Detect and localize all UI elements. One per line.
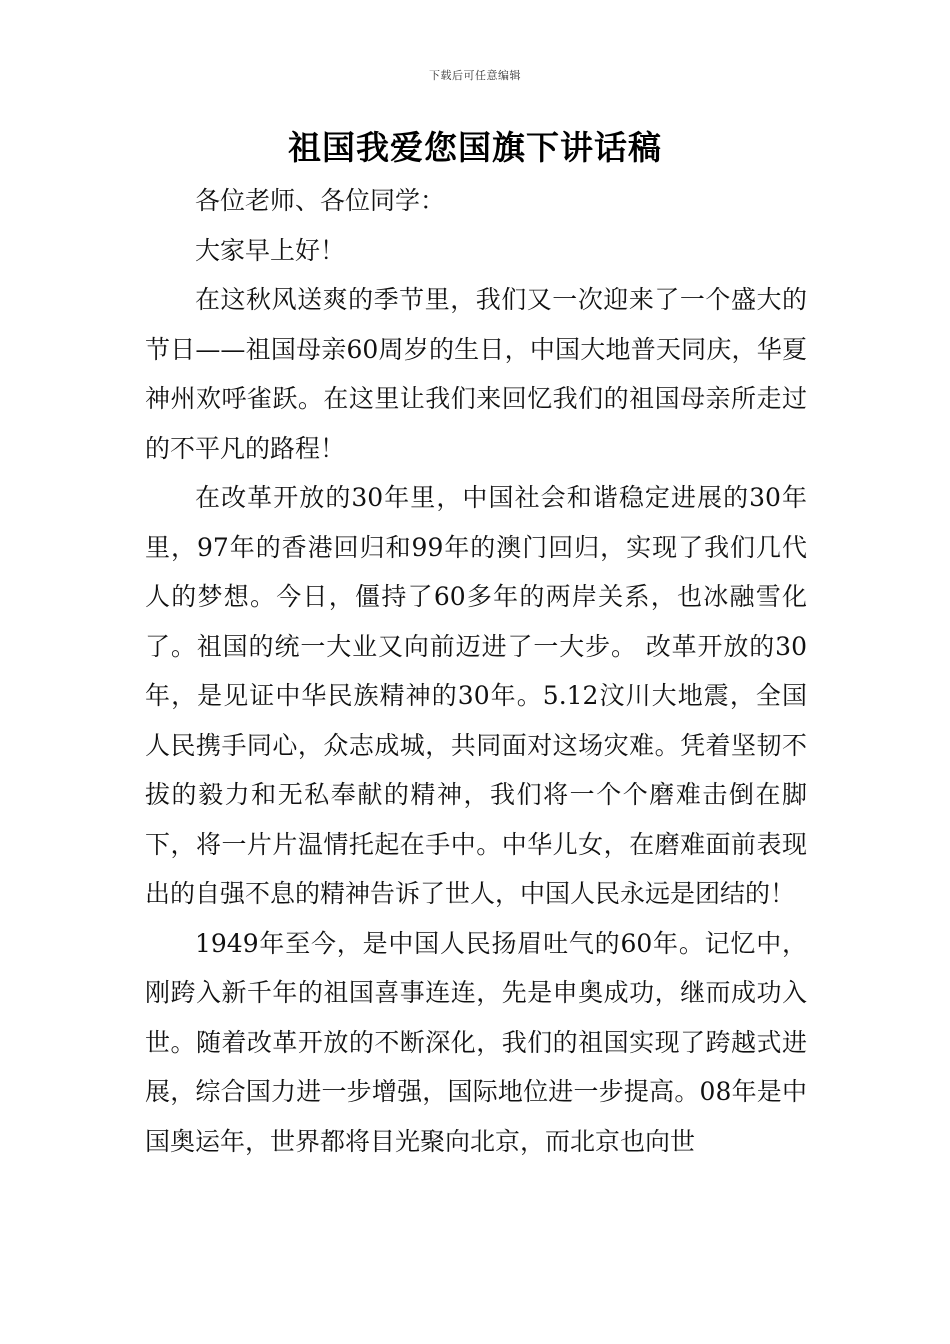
paragraph-greeting: 大家早上好！ <box>195 235 346 265</box>
paragraph-body-1: 在这秋风送爽的季节里，我们又一次迎来了一个盛大的节日——祖国母亲60周岁的生日，中国大地普天同庆，华夏神州欢呼雀跃。在这里让我们来回忆我们的祖国母亲所走过的不平凡的路程！ <box>145 285 807 463</box>
header-note: 下载后可任意编辑 <box>429 69 521 82</box>
document-body <box>145 176 807 1166</box>
paragraph-body-2: 在改革开放的30年里，中国社会和谐稳定进展的30年里，97年的香港回归和99年的澳门回归，实现了我们几代人的梦想。今日，僵持了60多年的两岸关系，也冰融雪化了。祖国的统一大业又向前迈进了一大步。 改革开放的30年，是见证中华民族精神的30年。5.12汶川大地震，全国人民携手同心，众志成城，共同面对这场灾难。凭着坚韧不拔的毅力和无私奉献的精神，我们将一个个磨难击倒在脚下，将一片片温情托起在手中。中华儿女，在磨难面前表现出的自强不息的精神告诉了世人，中国人民永远是团结的！ <box>145 483 807 908</box>
document-title: 祖国我爱您国旗下讲话稿 <box>288 128 662 167</box>
paragraph-body-3: 1949年至今，是中国人民扬眉吐气的60年。记忆中，刚跨入新千年的祖国喜事连连，先是申奥成功，继而成功入世。随着改革开放的不断深化，我们的祖国实现了跨越式进展，综合国力进一步增强，国际地位进一步提高。08年是中国奥运年，世界都将目光聚向北京，而北京也向世 <box>145 928 807 1156</box>
paragraph-salutation: 各位老师、各位同学： <box>195 186 446 215</box>
